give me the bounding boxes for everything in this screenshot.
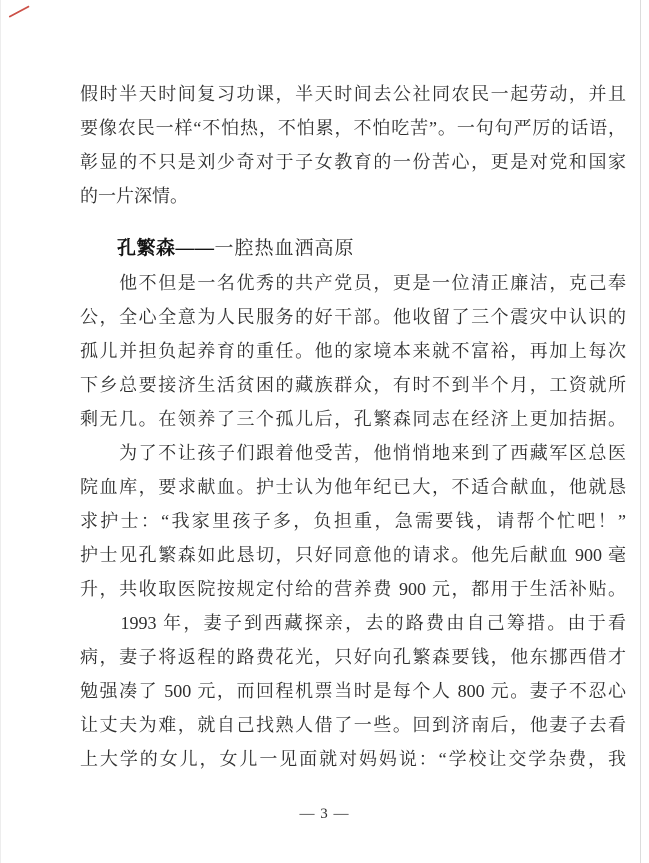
- text-line: 彰显的不只是刘少奇对于子女教育的一份苦心，更是对党和国家: [80, 152, 626, 172]
- text-line: 下乡总要接济生活贫困的藏族群众，有时不到半个月，工资就所: [80, 375, 626, 395]
- text-line: 他不但是一名优秀的共产党员，更是一位清正廉洁，克己奉: [80, 273, 626, 293]
- section-heading-dash: ——: [175, 238, 215, 259]
- text-line: 求护士：“我家里孩子多，负担重，急需要钱，请帮个忙吧！”: [80, 511, 626, 531]
- text-line: 护士见孔繁森如此恳切，只好同意他的请求。他先后献血 900 毫: [80, 545, 626, 565]
- scan-edge-right: [640, 0, 641, 863]
- section-heading-subtitle: 一腔热血洒高原: [214, 238, 355, 259]
- text-line: 为了不让孩子们跟着他受苦，他悄悄地来到了西藏军区总医: [80, 443, 626, 463]
- text-line: 升，共收取医院按规定付给的营养费 900 元，都用于生活补贴。: [80, 579, 626, 599]
- red-pen-tick-icon: [9, 5, 30, 18]
- section-heading-name: 孔繁森: [117, 238, 176, 259]
- text-line: 孤儿并担负起养育的重任。他的家境本来就不富裕，再加上每次: [80, 341, 626, 361]
- text-line: 的一片深情。: [80, 186, 188, 206]
- text-block: [80, 77, 626, 776]
- scan-edge-left: [0, 0, 1, 863]
- paragraph-gap: [80, 213, 626, 232]
- text-line: 剩无几。在领养了三个孤儿后，孔繁森同志在经济上更加拮据。: [80, 409, 626, 429]
- text-line: 公，全心全意为人民服务的好干部。他收留了三个震灾中认识的: [80, 307, 626, 327]
- text-line: 病，妻子将返程的路费花光，只好向孔繁森要钱，他东挪西借才: [80, 647, 626, 667]
- section-heading: [80, 232, 626, 266]
- text-line: 假时半天时间复习功课，半天时间去公社同农民一起劳动，并且: [80, 84, 626, 104]
- text-line: 让丈夫为难，就自己找熟人借了一些。回到济南后，他妻子去看: [80, 715, 626, 735]
- text-line: 1993 年，妻子到西藏探亲，去的路费由自己筹措。由于看: [80, 613, 626, 633]
- page-number: — 3 —: [299, 806, 350, 822]
- text-line: 院血库，要求献血。护士认为他年纪已大，不适合献血，他就恳: [80, 477, 626, 497]
- text-line: 要像农民一样“不怕热，不怕累，不怕吃苦”。一句句严厉的话语，: [80, 118, 626, 138]
- text-line: 勉强凑了 500 元，而回程机票当时是每个人 800 元。妻子不忍心: [80, 681, 626, 701]
- text-line: 上大学的女儿，女儿一见面就对妈妈说：“学校让交学杂费，我: [80, 749, 626, 769]
